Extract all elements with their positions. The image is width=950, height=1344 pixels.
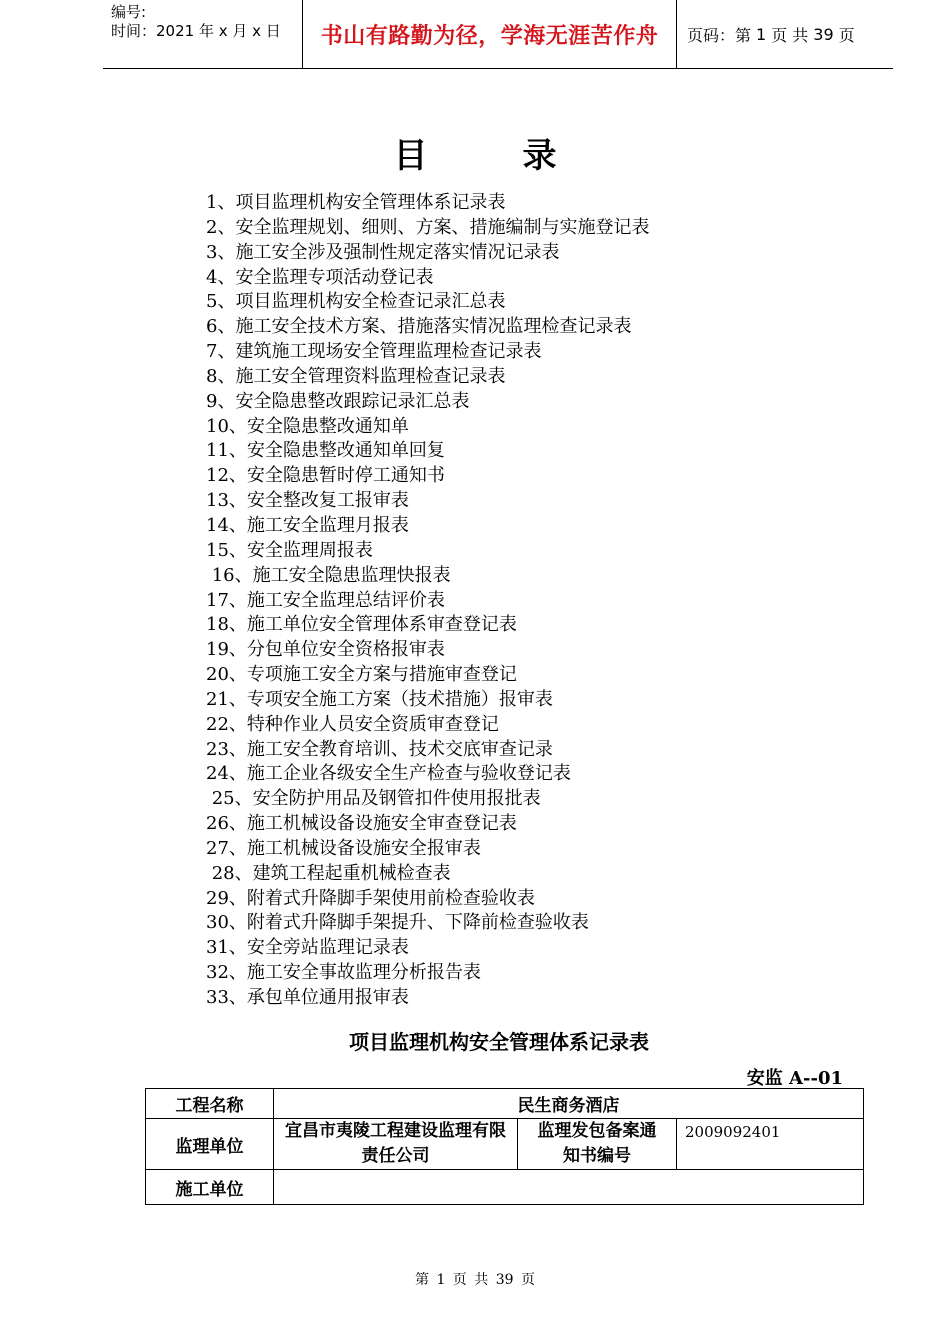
toc-item: 1、项目监理机构安全管理体系记录表 bbox=[206, 192, 506, 213]
table-row bbox=[146, 1119, 864, 1170]
form-title: 项目监理机构安全管理体系记录表 bbox=[349, 1030, 649, 1054]
toc-item: 20、专项施工安全方案与措施审查登记 bbox=[206, 664, 517, 686]
notice-value: 2009092401 bbox=[677, 1119, 864, 1170]
page-footer: 第 1 页 共 39 页 bbox=[415, 1272, 535, 1288]
toc-item: 8、施工安全管理资料监理检查记录表 bbox=[206, 365, 506, 387]
header-motto-cell bbox=[303, 0, 677, 68]
toc-item: 30、附着式升降脚手架提升、下降前检查验收表 bbox=[206, 912, 589, 934]
code-label: 编号: bbox=[111, 3, 147, 21]
motto: 书山有路勤为径，学海无涯苦作舟 bbox=[320, 23, 659, 49]
toc-list bbox=[206, 191, 649, 1011]
toc-item: 24、施工企业各级安全生产检查与验收登记表 bbox=[206, 763, 571, 785]
toc-item: 17、施工安全监理总结评价表 bbox=[206, 589, 445, 611]
toc-item: 3、施工安全涉及强制性规定落实情况记录表 bbox=[206, 241, 560, 263]
toc-item: 13、安全整改复工报审表 bbox=[206, 490, 409, 512]
toc-item: 4、安全监理专项活动登记表 bbox=[206, 266, 434, 288]
toc-item: 21、专项安全施工方案（技术措施）报审表 bbox=[206, 688, 553, 710]
toc-item: 15、安全监理周报表 bbox=[206, 539, 373, 561]
toc-item: 25、安全防护用品及钢管扣件使用报批表 bbox=[206, 788, 541, 810]
toc-item: 27、施工机械设备设施安全报审表 bbox=[206, 837, 481, 859]
toc-item: 11、安全隐患整改通知单回复 bbox=[206, 440, 445, 462]
notice-label: 监理发包备案通知书编号 bbox=[518, 1119, 677, 1170]
toc-item: 9、安全隐患整改跟踪记录汇总表 bbox=[206, 390, 470, 412]
toc-item: 14、施工安全监理月报表 bbox=[206, 514, 409, 536]
page-mid: 页 共 bbox=[771, 25, 809, 45]
toc-item: 23、施工安全教育培训、技术交底审查记录 bbox=[206, 738, 553, 760]
page-end: 页 bbox=[838, 25, 855, 45]
toc-item: 5、项目监理机构安全检查记录汇总表 bbox=[206, 291, 506, 313]
toc-item: 19、分包单位安全资格报审表 bbox=[206, 639, 445, 661]
supervisor-value: 宜昌市夷陵工程建设监理有限责任公司 bbox=[274, 1119, 518, 1170]
page-total: 39 bbox=[813, 24, 834, 44]
toc-item: 2、安全监理规划、细则、方案、措施编制与实施登记表 bbox=[206, 216, 650, 238]
record-table bbox=[145, 1088, 864, 1205]
table-row bbox=[146, 1089, 864, 1119]
toc-item: 12、安全隐患暂时停工通知书 bbox=[206, 465, 445, 487]
project-value: 民生商务酒店 bbox=[274, 1089, 864, 1119]
page-label: 页码：第 bbox=[687, 25, 752, 45]
contractor-label: 施工单位 bbox=[146, 1170, 274, 1205]
toc-item: 6、施工安全技术方案、措施落实情况监理检查记录表 bbox=[206, 316, 632, 338]
supervisor-label: 监理单位 bbox=[146, 1119, 274, 1170]
page-current: 1 bbox=[756, 24, 767, 44]
toc-item: 10、安全隐患整改通知单 bbox=[206, 415, 409, 437]
contractor-value bbox=[274, 1170, 864, 1205]
toc-item: 28、建筑工程起重机械检查表 bbox=[206, 862, 451, 884]
form-code: 安监 A--01 bbox=[746, 1068, 843, 1089]
toc-item: 31、安全旁站监理记录表 bbox=[206, 937, 409, 959]
toc-item: 7、建筑施工现场安全管理监理检查记录表 bbox=[206, 341, 542, 363]
time-label: 时间：2021 年 x 月 x 日 bbox=[111, 22, 281, 40]
toc-item: 33、承包单位通用报审表 bbox=[206, 987, 409, 1008]
header-page-cell bbox=[677, 0, 893, 68]
table-row bbox=[146, 1170, 864, 1205]
toc-item: 32、施工安全事故监理分析报告表 bbox=[206, 962, 481, 984]
header-meta bbox=[103, 0, 303, 68]
toc-item: 16、施工安全隐患监理快报表 bbox=[206, 564, 451, 586]
toc-item: 18、施工单位安全管理体系审查登记表 bbox=[206, 614, 517, 636]
project-label: 工程名称 bbox=[146, 1089, 274, 1119]
toc-item: 22、特种作业人员安全资质审查登记 bbox=[206, 713, 499, 735]
toc-title: 目录 bbox=[393, 136, 652, 176]
toc-item: 26、施工机械设备设施安全审查登记表 bbox=[206, 813, 517, 835]
page-header bbox=[103, 0, 893, 69]
toc-item: 29、附着式升降脚手架使用前检查验收表 bbox=[206, 887, 535, 909]
